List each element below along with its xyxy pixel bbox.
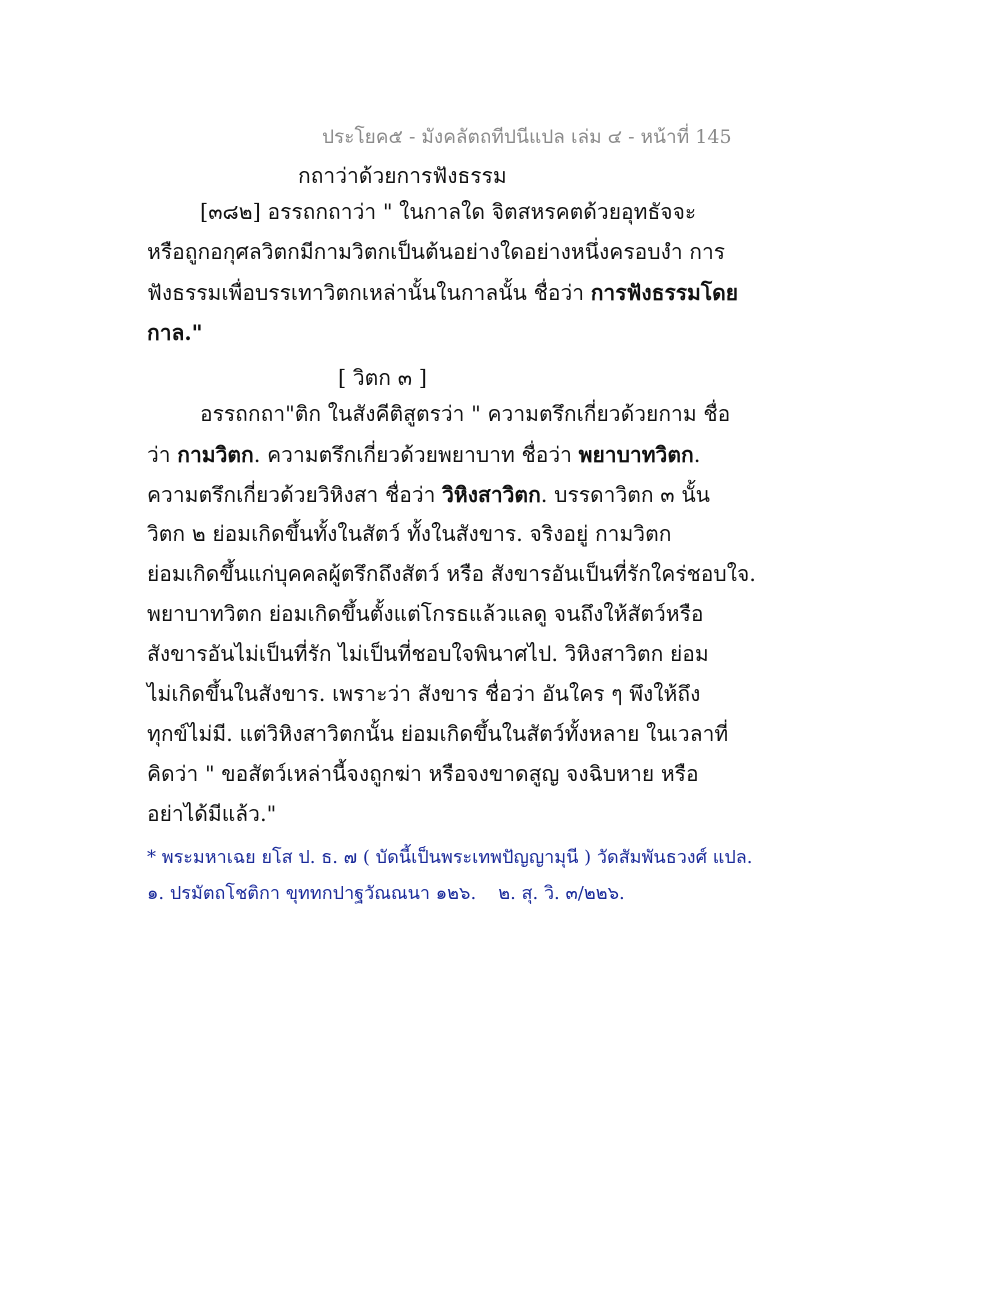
para2-line3-bold: วิหิงสาวิตก	[442, 482, 541, 507]
para1-line3-bold: การฟังธรรมโดย	[590, 280, 739, 305]
para2-line3-c: . บรรดาวิตก ๓ นั้น	[540, 483, 711, 507]
para2-line2	[147, 442, 700, 468]
para2-line11: อย่าได้มีแล้ว."	[147, 802, 277, 826]
para2-line2-a: ว่า	[147, 443, 178, 467]
para2-line10: คิดว่า " ขอสัตว์เหล่านี้จงถูกฆ่า หรือจงขาดสูญ จงฉิบหาย หรือ	[147, 762, 699, 786]
para2-line2-c: . ความตรึกเกี่ยวด้วยพยาบาท ชื่อว่า	[253, 443, 579, 467]
footnote-ref-2: ๒. สุ. วิ. ๓/๒๒๖.	[498, 883, 625, 904]
running-header: ประโยค๕ - มังคลัตถทีปนีแปล เล่ม ๔ - หน้าที่ 145	[322, 126, 732, 148]
para2-line2-e: .	[693, 443, 701, 467]
para2-line3	[147, 482, 710, 508]
subheading: [ วิตก ๓ ]	[338, 366, 427, 390]
para1-line1: [๓๘๒] อรรถกถาว่า " ในกาลใด จิตสหรคตด้วยอุทธัจจะ	[200, 200, 697, 224]
para2-line9: ทุกข์ไม่มี. แต่วิหิงสาวิตกนั้น ย่อมเกิดขึ้นในสัตว์ทั้งหลาย ในเวลาที่	[147, 722, 729, 746]
para2-line5: ย่อมเกิดขึ้นแก่บุคคลผู้ตรึกถึงสัตว์ หรือ สังขารอันเป็นที่รักใคร่ชอบใจ.	[147, 562, 756, 586]
para2-line1: อรรถกถา"ติก ในสังคีติสูตรว่า " ความตรึกเกี่ยวด้วยกาม ชื่อ	[200, 402, 731, 426]
para2-line7: สังขารอันไม่เป็นที่รัก ไม่เป็นที่ชอบใจพินาศไป. วิหิงสาวิตก ย่อม	[147, 642, 709, 666]
section-title: กถาว่าด้วยการฟังธรรม	[298, 164, 507, 188]
para1-line4-bold: กาล."	[147, 320, 203, 345]
para2-line8: ไม่เกิดขึ้นในสังขาร. เพราะว่า สังขาร ชื่อว่า อันใคร ๆ พึงให้ถึง	[147, 682, 701, 706]
para2-line3-a: ความตรึกเกี่ยวด้วยวิหิงสา ชื่อว่า	[147, 483, 443, 507]
para1-line4	[147, 320, 203, 346]
para2-line4: วิตก ๒ ย่อมเกิดขึ้นทั้งในสัตว์ ทั้งในสังขาร. จริงอยู่ กามวิตก	[147, 522, 672, 546]
para1-line2: หรือถูกอกุศลวิตกมีกามวิตกเป็นต้นอย่างใดอย่างหนึ่งครอบงำ การ	[147, 240, 726, 264]
para1-line3-text: ฟังธรรมเพื่อบรรเทาวิตกเหล่านั้นในกาลนั้น ชื่อว่า	[147, 281, 591, 305]
footnote-ref-1: ๑. ปรมัตถโชติกา ขุททกปาฐวัณณนา ๑๒๖.	[147, 883, 477, 904]
para1-line3	[147, 280, 738, 306]
footnote-translator: * พระมหาเฉย ยโส ป. ธ. ๗ ( บัดนี้เป็นพระเทพปัญญามุนี ) วัดสัมพันธวงศ์ แปล.	[147, 847, 753, 868]
para2-line6: พยาบาทวิตก ย่อมเกิดขึ้นตั้งแต่โกรธแล้วแลดู จนถึงให้สัตว์หรือ	[147, 602, 704, 626]
footnote-references	[147, 878, 625, 907]
para2-line2-bold1: กามวิตก	[177, 442, 254, 467]
para2-line2-bold2: พยาบาทวิตก	[578, 442, 694, 467]
